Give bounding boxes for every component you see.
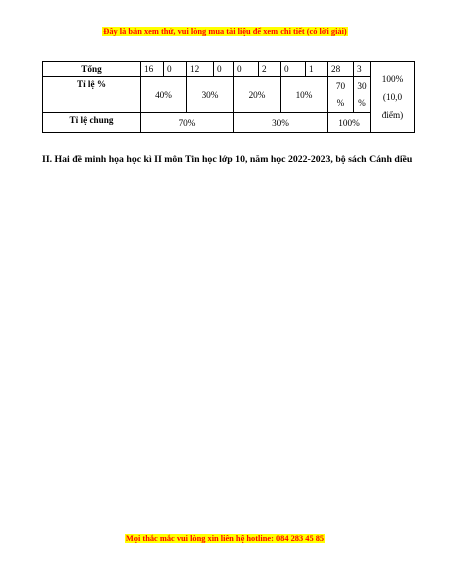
table-cell: 1 [306,62,328,77]
table-cell: 30% [187,77,234,113]
table-cell: 16 [141,62,164,77]
table-cell: 0 [164,62,187,77]
row-label-ratio: Tỉ lệ % [43,77,141,113]
table-cell: 70% [141,113,234,133]
table-cell: 0 [214,62,234,77]
table-row-total [43,62,415,77]
row-label-overall: Tỉ lệ chung [43,113,141,133]
table-cell: 40% [141,77,187,113]
hotline-banner [0,535,450,543]
table-cell: 10% [281,77,328,113]
hotline-text: Mọi thắc mắc vui lòng xin liên hệ hotline: 084 283 45 85 [125,534,325,543]
total-points-cell: 100% (10,0 điểm) [371,62,415,133]
row-label-total: Tổng [43,62,141,77]
preview-notice-text: Đây là bản xem thử, vui lòng mua tài liệu để xem chi tiết (có lời giải) [103,27,347,36]
table-cell: 12 [187,62,214,77]
section-heading: II. Hai đề minh họa học kì II môn Tin học lớp 10, năm học 2022-2023, bộ sách Cánh diều [42,154,413,165]
table-cell: 3 [354,62,371,77]
table-cell: 100% [328,113,371,133]
table-row-ratio [43,77,415,113]
table-cell: 2 [259,62,281,77]
table-cell: 28 [328,62,354,77]
score-distribution-table [42,61,415,133]
table-row-overall [43,113,415,133]
table-cell: 30 % [354,77,371,113]
table-cell: 0 [281,62,306,77]
table-cell: 0 [234,62,259,77]
table-cell: 70 % [328,77,354,113]
table-cell: 20% [234,77,281,113]
table-cell: 30% [234,113,328,133]
preview-notice-banner [0,28,450,36]
